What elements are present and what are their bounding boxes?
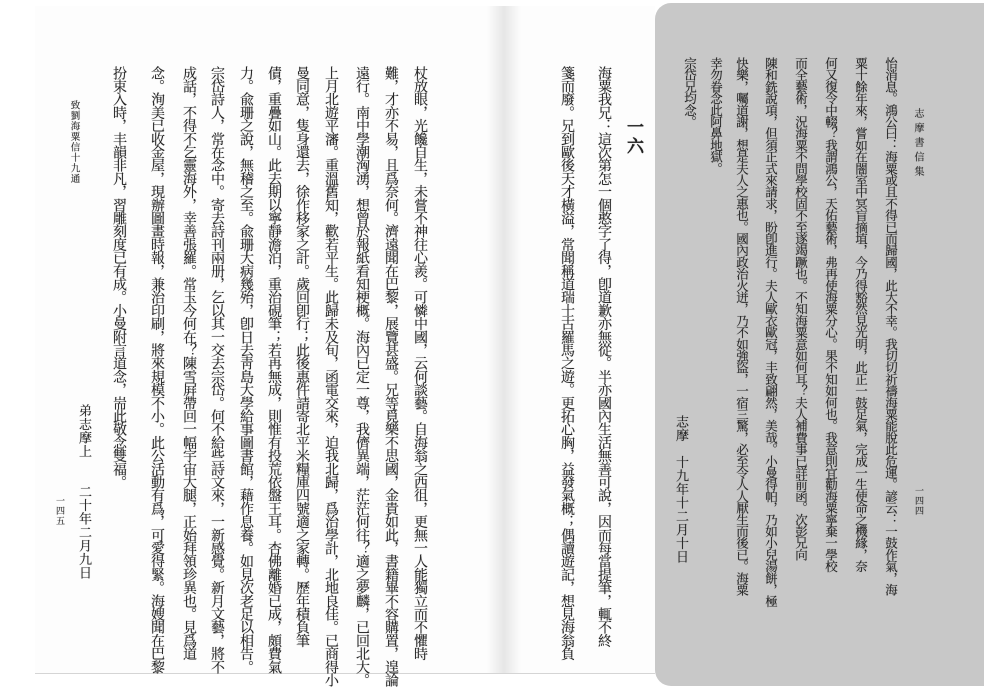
text-column: 遠行。南中學潮洶湧，想曾於報紙看知梗概。海內已定一尊，我儕異端，茫茫何往？適之夢麟，已回北大。 [354, 66, 369, 687]
margin-chapter-title: 致劉海粟信十九通 [68, 100, 79, 184]
text-column: 曼同意，隻身還去，徐作移家之計。歲回卽行；此後惠件請寄北平米糧庫四號適之家轉。歷年積負筆 [294, 66, 309, 647]
letter-signature-date: 弟志摩上 二十年二月九日 [77, 404, 92, 580]
text-column: 何又復令中輟？我謂鴻公，天佑藝術，弗再使海粟分心。果不知如何也。我意則宜勸海粟寧棄一學校 [823, 57, 838, 572]
right-page[interactable] [655, 3, 984, 686]
page-number: 一四五 [55, 496, 65, 526]
text-column: 宗岱詩人，常在念中。寄去詩刊兩册，乞以其一交去宗岱。何不給些詩文來，一新感覺。新月文藝，將不 [209, 66, 224, 674]
text-column: 念。洵美已收金屋，現辦圖畫時報，兼治印刷，將來規模不小。此公活動有爲，可愛得緊。海嫂聞在巴黎 [149, 66, 164, 674]
text-column: 快樂，囑道謝，想是夫人之惠也。國內政治火迸，乃不如強盜，一宿三驚，必至令人人厭生而後已。海粟 [734, 57, 749, 596]
text-column: 債，重疊如山。此去期以寧靜澹泊，重治硯筆；若再無成，則惟有投荒依盤王耳。杏佛離婚已成，頗費氣 [266, 66, 281, 674]
page-number: 一四四 [914, 486, 924, 516]
letter-signature-date: 志摩 十九年十二月十日 [674, 415, 689, 564]
text-column: 而全藝術，況海粟不問學校固不至遂竭蹶也。不知海粟意如何耳？夫人補費事已詳前函。次彭兄向 [793, 57, 808, 561]
text-column: 箋而廢。兄到歐後天才橫溢，常聞稱道瑞士古羅馬之遊。更拓心胸，益發氣概；偶讀遊記，想見海翁負 [559, 66, 574, 661]
text-column: 陳和銑說項，但須正式來請求，盼卽進行。夫人歐衣歐冠，丰致翩然，美哉。小曼得帕，乃如小兒湯餅，極 [763, 57, 778, 607]
letter-section-number: 一六 [624, 118, 643, 156]
text-column: 力。兪珊之說，無稽之至。兪珊大病幾殆，卽日去靑島大學給事圖書館，藉作息養。如見次老足以相告。 [238, 66, 253, 674]
page-gutter-crease [487, 6, 521, 673]
left-page[interactable] [35, 6, 655, 687]
text-column: 難，才亦不易，且爲奈何。濟遠聞在巴黎，展覽甚盛。兄等覓樂不思國，金貴如此，書籍畢不容購置，遑論 [383, 66, 398, 687]
text-column: 幸勿眷念此阿鼻地獄。 [708, 57, 723, 175]
text-column: 宗岱兄均念。 [682, 57, 697, 128]
text-column: 怡消息。鴻公曰：海粟或且不得已而歸國，此大不幸。我切切祈禱海粟能脫此危運。諺云：一鼓作氣，海 [883, 57, 898, 596]
text-column: 杖放眼，光饞自生，未嘗不神往心羨。可憐中國，云何談藝。自海翁之西徂，更無一人能獨立而不懼時 [412, 66, 427, 661]
text-column: 上月北遊平瀋。重溫舊知，歡若平生。此歸未及旬，函電交來，迫我北歸，爲治學計，北地良佳。已商得小 [323, 66, 338, 687]
text-column: 海粟我兄：這次第怎一個憨字了得，卽道歉亦無從。半亦國內生活無善可說，因而每當提筆，輒不終 [596, 66, 611, 647]
margin-book-title: 志摩書信集 [912, 108, 923, 181]
text-column: 扮束入時，丰韻非凡，習雕刻度已有成。小曼附言道念，耑此敬念雙福。 [111, 66, 126, 489]
text-column: 粟十餘年來，嘗如在闇室中冥盲摘埴，今乃得豁然見光明，此正一鼓足氣，完成一生使命之機緣，奈 [853, 57, 868, 572]
text-column: 成話，不得不乞靈海外，幸善張羅。常玉今何在？陳雪屛帶回一幅宇宙大腿，正始拜領珍異也。見爲道 [181, 66, 196, 661]
